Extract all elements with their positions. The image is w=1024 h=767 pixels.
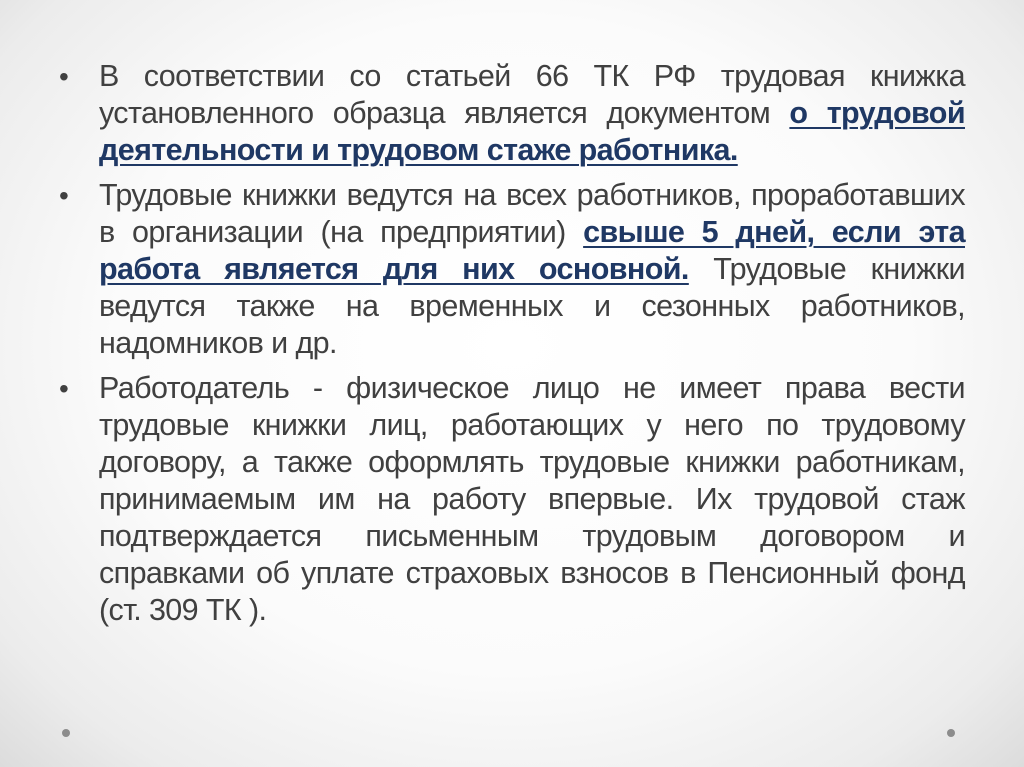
text-segment: Трудовые книжки ведутся также на временных и сезонных работников, надомников и др. xyxy=(99,252,965,360)
emphasis-text: о трудовой деятельности и трудовом стаже работника. xyxy=(99,96,965,167)
bullet-icon: • xyxy=(59,180,69,211)
text-segment: В соответствии со статьей 66 ТК РФ трудовая книжка установленного образца является документом xyxy=(99,59,965,130)
emphasis-text: свыше 5 дней, если эта работа является для них основной. xyxy=(99,215,965,286)
bullet-text xyxy=(99,370,965,629)
bullet-text xyxy=(99,177,965,362)
text-segment: Работодатель - физическое лицо не имеет права вести трудовые книжки лиц, работающих у него по трудовому договору, а также оформлять трудовые книжки работникам, принимаемым им на работу впервые. Их трудовой стаж подтверждается письменным трудовым договором и справками об уплате страховых взносов в Пенсионный фонд (ст. 309 ТК ). xyxy=(99,371,965,627)
bullet-item xyxy=(59,177,965,362)
bullet-icon: • xyxy=(59,61,69,92)
bullet-item xyxy=(59,58,965,169)
bullet-icon: • xyxy=(59,373,69,404)
text-segment: Трудовые книжки ведутся на всех работников, проработавших в организации (на предприятии) xyxy=(99,178,965,249)
bullet-list xyxy=(59,58,965,629)
corner-dot-icon xyxy=(62,729,70,737)
bullet-text xyxy=(99,58,965,169)
corner-dot-icon xyxy=(947,729,955,737)
bullet-item xyxy=(59,370,965,629)
